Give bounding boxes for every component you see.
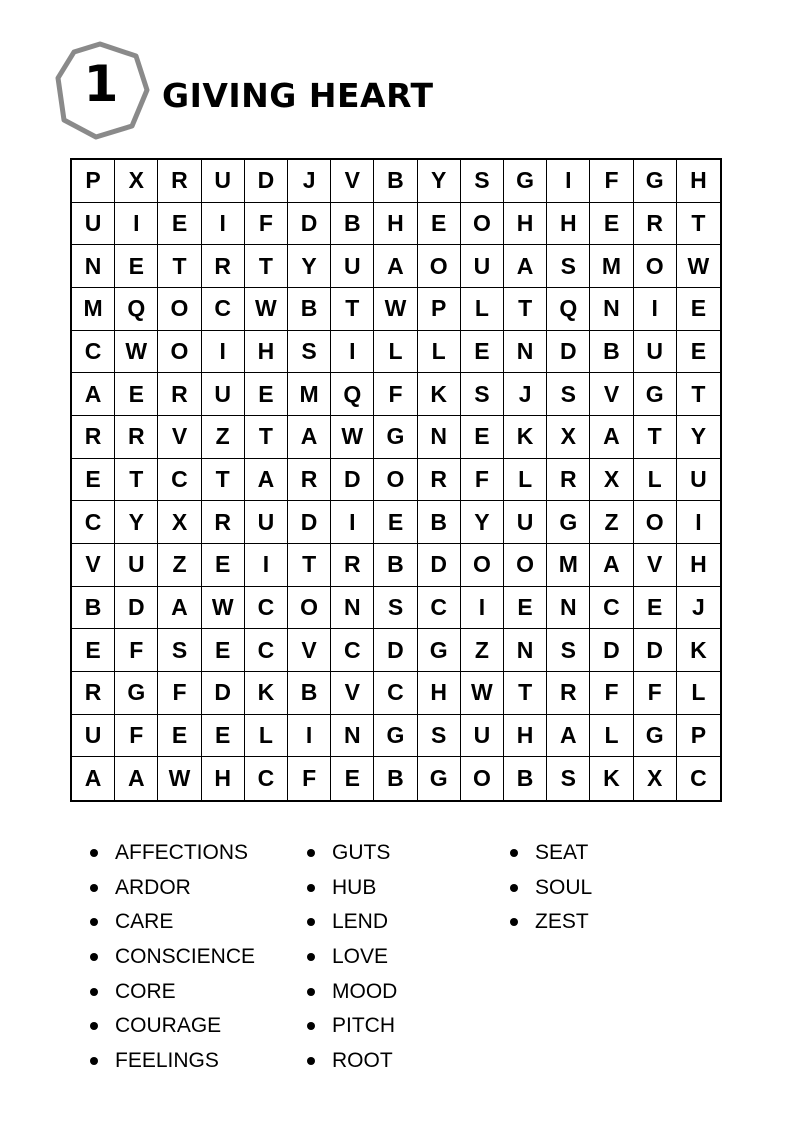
word-list [90, 836, 650, 1086]
grid-cell[interactable]: U [331, 245, 374, 288]
grid-cell[interactable]: E [374, 501, 417, 544]
grid-cell[interactable]: I [202, 203, 245, 246]
grid-cell[interactable]: C [158, 459, 201, 502]
word-list-item [90, 871, 255, 906]
grid-cell[interactable]: R [202, 501, 245, 544]
grid-cell[interactable]: E [202, 715, 245, 758]
grid-cell[interactable]: A [72, 373, 115, 416]
grid-cell[interactable]: D [288, 501, 331, 544]
bullet-icon [307, 988, 315, 996]
grid-cell[interactable]: V [331, 160, 374, 203]
grid-cell[interactable]: L [504, 459, 547, 502]
grid-cell[interactable]: S [288, 331, 331, 374]
grid-cell[interactable]: C [245, 587, 288, 630]
word-label: PITCH [332, 1014, 395, 1038]
word-list-item [90, 836, 255, 871]
grid-cell[interactable]: A [288, 416, 331, 459]
grid-cell[interactable]: D [418, 544, 461, 587]
grid-cell[interactable]: S [158, 629, 201, 672]
grid-cell[interactable]: C [418, 587, 461, 630]
word-list-column-1 [90, 836, 255, 1078]
grid-cell[interactable]: F [115, 629, 158, 672]
grid-cell[interactable]: N [418, 416, 461, 459]
grid-cell[interactable]: S [547, 757, 590, 800]
grid-cell[interactable]: I [677, 501, 720, 544]
word-label: GUTS [332, 841, 391, 865]
grid-cell[interactable]: G [634, 715, 677, 758]
grid-cell[interactable]: N [331, 715, 374, 758]
grid-cell[interactable]: U [461, 245, 504, 288]
grid-cell[interactable]: A [374, 245, 417, 288]
grid-cell[interactable]: F [374, 373, 417, 416]
grid-cell[interactable]: S [461, 373, 504, 416]
word-label: CARE [115, 910, 174, 934]
grid-cell[interactable]: J [288, 160, 331, 203]
grid-cell[interactable]: M [288, 373, 331, 416]
grid-cell[interactable]: A [115, 757, 158, 800]
grid-cell[interactable]: G [547, 501, 590, 544]
grid-cell[interactable]: C [374, 672, 417, 715]
grid-cell[interactable]: B [288, 288, 331, 331]
grid-cell[interactable]: G [504, 160, 547, 203]
word-label: ROOT [332, 1048, 393, 1072]
grid-cell[interactable]: Z [202, 416, 245, 459]
grid-cell[interactable]: H [677, 544, 720, 587]
grid-cell[interactable]: I [547, 160, 590, 203]
bullet-icon [90, 988, 98, 996]
word-list-item [307, 905, 397, 940]
grid-cell[interactable]: R [547, 672, 590, 715]
grid-cell[interactable]: J [677, 587, 720, 630]
grid-cell[interactable]: O [461, 203, 504, 246]
grid-cell[interactable]: A [590, 416, 633, 459]
grid-cell[interactable]: R [547, 459, 590, 502]
grid-cell[interactable]: Q [331, 373, 374, 416]
grid-cell[interactable]: W [461, 672, 504, 715]
grid-cell[interactable]: N [504, 629, 547, 672]
grid-cell[interactable]: B [590, 331, 633, 374]
grid-cell[interactable]: D [288, 203, 331, 246]
grid-cell[interactable]: E [202, 544, 245, 587]
grid-cell[interactable]: V [158, 416, 201, 459]
word-list-item [510, 871, 592, 906]
grid-cell[interactable]: E [504, 587, 547, 630]
word-label: SOUL [535, 875, 593, 899]
grid-cell[interactable]: G [634, 160, 677, 203]
bullet-icon [90, 953, 98, 961]
grid-cell[interactable]: Y [288, 245, 331, 288]
grid-cell[interactable]: O [504, 544, 547, 587]
word-list-item [510, 836, 592, 871]
grid-cell[interactable]: M [590, 245, 633, 288]
grid-cell[interactable]: F [288, 757, 331, 800]
grid-cell[interactable]: U [634, 331, 677, 374]
grid-cell[interactable]: K [677, 629, 720, 672]
bullet-icon [307, 1022, 315, 1030]
grid-cell[interactable]: L [245, 715, 288, 758]
grid-cell[interactable]: D [202, 672, 245, 715]
grid-cell[interactable]: S [547, 373, 590, 416]
grid-cell[interactable]: G [418, 629, 461, 672]
bullet-icon [510, 849, 518, 857]
grid-cell[interactable]: T [115, 459, 158, 502]
grid-cell[interactable]: P [677, 715, 720, 758]
grid-cell[interactable]: P [418, 288, 461, 331]
grid-cell[interactable]: R [288, 459, 331, 502]
grid-cell[interactable]: B [374, 757, 417, 800]
grid-cell[interactable]: U [202, 160, 245, 203]
bullet-icon [90, 849, 98, 857]
grid-cell[interactable]: D [590, 629, 633, 672]
grid-cell[interactable]: T [245, 245, 288, 288]
bullet-icon [510, 884, 518, 892]
grid-cell[interactable]: F [590, 672, 633, 715]
grid-cell[interactable]: A [590, 544, 633, 587]
grid-cell[interactable]: I [461, 587, 504, 630]
grid-cell[interactable]: O [374, 459, 417, 502]
grid-cell[interactable]: X [158, 501, 201, 544]
grid-cell[interactable]: X [115, 160, 158, 203]
grid-cell[interactable]: V [634, 544, 677, 587]
grid-cell[interactable]: W [115, 331, 158, 374]
grid-cell[interactable]: B [374, 160, 417, 203]
grid-cell[interactable]: E [115, 373, 158, 416]
word-list-column-2 [307, 836, 397, 1078]
grid-cell[interactable]: Z [590, 501, 633, 544]
grid-cell[interactable]: Y [115, 501, 158, 544]
grid-cell[interactable]: F [461, 459, 504, 502]
grid-cell[interactable]: H [418, 672, 461, 715]
grid-cell[interactable]: K [418, 373, 461, 416]
grid-cell[interactable]: B [418, 501, 461, 544]
grid-cell[interactable]: C [202, 288, 245, 331]
word-list-item [90, 1044, 255, 1079]
word-label: COURAGE [115, 1014, 222, 1038]
grid-cell[interactable]: V [288, 629, 331, 672]
grid-cell[interactable]: I [288, 715, 331, 758]
grid-cell[interactable]: E [115, 245, 158, 288]
grid-cell[interactable]: X [634, 757, 677, 800]
grid-cell[interactable]: O [158, 331, 201, 374]
grid-cell[interactable]: E [677, 331, 720, 374]
grid-cell[interactable]: T [288, 544, 331, 587]
grid-cell[interactable]: W [374, 288, 417, 331]
grid-cell[interactable]: V [331, 672, 374, 715]
grid-cell[interactable]: G [374, 416, 417, 459]
grid-cell[interactable]: Z [461, 629, 504, 672]
word-list-column-3 [510, 836, 592, 940]
grid-cell[interactable]: L [634, 459, 677, 502]
grid-cell[interactable]: Q [547, 288, 590, 331]
grid-cell[interactable]: U [115, 544, 158, 587]
grid-cell[interactable]: E [677, 288, 720, 331]
grid-cell[interactable]: D [374, 629, 417, 672]
grid-cell[interactable]: B [504, 757, 547, 800]
grid-cell[interactable]: T [158, 245, 201, 288]
bullet-icon [307, 918, 315, 926]
grid-cell[interactable]: Y [418, 160, 461, 203]
grid-cell[interactable]: G [634, 373, 677, 416]
grid-cell[interactable]: I [634, 288, 677, 331]
grid-cell[interactable]: U [677, 459, 720, 502]
grid-cell[interactable]: R [202, 245, 245, 288]
grid-cell[interactable]: C [245, 757, 288, 800]
grid-cell[interactable]: C [245, 629, 288, 672]
grid-cell[interactable]: V [590, 373, 633, 416]
word-list-item [307, 974, 397, 1009]
grid-cell[interactable]: I [331, 501, 374, 544]
grid-cell[interactable]: H [504, 715, 547, 758]
grid-cell[interactable]: L [374, 331, 417, 374]
word-list-item [510, 905, 592, 940]
grid-cell[interactable]: H [374, 203, 417, 246]
grid-cell[interactable]: O [634, 245, 677, 288]
grid-cell[interactable]: N [590, 288, 633, 331]
grid-cell[interactable]: W [245, 288, 288, 331]
word-label: LEND [332, 910, 389, 934]
grid-cell[interactable]: L [677, 672, 720, 715]
grid-cell[interactable]: D [115, 587, 158, 630]
word-label: AFFECTIONS [115, 841, 249, 865]
grid-cell[interactable]: X [590, 459, 633, 502]
grid-cell[interactable]: S [418, 715, 461, 758]
grid-cell[interactable]: R [634, 203, 677, 246]
grid-cell[interactable]: G [418, 757, 461, 800]
puzzle-number-badge [52, 40, 150, 140]
grid-cell[interactable]: R [115, 416, 158, 459]
word-label: LOVE [332, 945, 389, 969]
grid-cell[interactable]: W [331, 416, 374, 459]
word-list-item [90, 905, 255, 940]
word-list-item [90, 940, 255, 975]
grid-cell[interactable]: E [202, 629, 245, 672]
grid-cell[interactable]: W [202, 587, 245, 630]
grid-cell[interactable]: C [72, 331, 115, 374]
grid-cell[interactable]: F [158, 672, 201, 715]
grid-cell[interactable]: O [288, 587, 331, 630]
word-search-grid [70, 158, 722, 802]
grid-cell[interactable]: A [158, 587, 201, 630]
grid-cell[interactable]: S [374, 587, 417, 630]
grid-cell[interactable]: M [547, 544, 590, 587]
grid-cell[interactable]: W [677, 245, 720, 288]
grid-cell[interactable]: L [590, 715, 633, 758]
grid-cell[interactable]: U [202, 373, 245, 416]
grid-cell[interactable]: H [245, 331, 288, 374]
grid-cell[interactable]: V [72, 544, 115, 587]
grid-cell[interactable]: C [331, 629, 374, 672]
grid-cell[interactable]: M [72, 288, 115, 331]
grid-cell[interactable]: X [547, 416, 590, 459]
grid-cell[interactable]: J [504, 373, 547, 416]
bullet-icon [307, 953, 315, 961]
grid-cell[interactable]: G [115, 672, 158, 715]
grid-cell[interactable]: N [72, 245, 115, 288]
grid-cell[interactable]: B [331, 203, 374, 246]
grid-cell[interactable]: H [677, 160, 720, 203]
grid-cell[interactable]: K [590, 757, 633, 800]
grid-cell[interactable]: D [547, 331, 590, 374]
grid-cell[interactable]: K [504, 416, 547, 459]
word-label: MOOD [332, 979, 398, 1003]
grid-cell[interactable]: R [72, 416, 115, 459]
grid-cell[interactable]: D [331, 459, 374, 502]
grid-cell[interactable]: F [115, 715, 158, 758]
bullet-icon [307, 884, 315, 892]
grid-cell[interactable]: T [504, 288, 547, 331]
grid-cell[interactable]: A [547, 715, 590, 758]
grid-cell[interactable]: N [331, 587, 374, 630]
bullet-icon [510, 918, 518, 926]
grid-cell[interactable]: P [72, 160, 115, 203]
word-list-item [90, 1009, 255, 1044]
grid-cell[interactable]: I [245, 544, 288, 587]
word-list-item [307, 871, 397, 906]
grid-cell[interactable]: O [418, 245, 461, 288]
bullet-icon [90, 1022, 98, 1030]
grid-cell[interactable]: F [634, 672, 677, 715]
grid-cell[interactable]: R [158, 373, 201, 416]
grid-cell[interactable]: S [547, 245, 590, 288]
grid-cell[interactable]: H [202, 757, 245, 800]
grid-cell[interactable]: G [374, 715, 417, 758]
puzzle-title: GIVING HEART [162, 76, 434, 115]
grid-cell[interactable]: T [331, 288, 374, 331]
grid-cell[interactable]: W [158, 757, 201, 800]
grid-cell[interactable]: E [331, 757, 374, 800]
grid-cell[interactable]: E [72, 629, 115, 672]
grid-cell[interactable]: B [72, 587, 115, 630]
word-list-item [307, 836, 397, 871]
grid-cell[interactable]: U [461, 715, 504, 758]
grid-cell[interactable]: E [461, 416, 504, 459]
word-label: ARDOR [115, 875, 191, 899]
bullet-icon [90, 918, 98, 926]
grid-cell[interactable]: C [72, 501, 115, 544]
grid-cell[interactable]: H [547, 203, 590, 246]
grid-cell[interactable]: C [590, 587, 633, 630]
grid-cell[interactable]: O [634, 501, 677, 544]
grid-cell[interactable]: I [331, 331, 374, 374]
grid-cell[interactable]: R [158, 160, 201, 203]
grid-cell[interactable]: Q [115, 288, 158, 331]
grid-cell[interactable]: F [245, 203, 288, 246]
grid-cell[interactable]: L [461, 288, 504, 331]
grid-cell[interactable]: T [634, 416, 677, 459]
word-list-item [307, 940, 397, 975]
grid-cell[interactable]: F [590, 160, 633, 203]
grid-cell[interactable]: U [72, 203, 115, 246]
grid-cell[interactable]: A [245, 459, 288, 502]
word-list-item [307, 1044, 397, 1079]
grid-cell[interactable]: E [158, 715, 201, 758]
word-label: ZEST [535, 910, 589, 934]
grid-cell[interactable]: A [72, 757, 115, 800]
grid-cell[interactable]: B [288, 672, 331, 715]
grid-cell[interactable]: B [374, 544, 417, 587]
grid-cell[interactable]: R [418, 459, 461, 502]
word-label: SEAT [535, 841, 589, 865]
bullet-icon [90, 1057, 98, 1065]
grid-cell[interactable]: T [202, 459, 245, 502]
bullet-icon [307, 1057, 315, 1065]
grid-cell[interactable]: T [504, 672, 547, 715]
grid-cell[interactable]: O [158, 288, 201, 331]
grid-cell[interactable]: D [634, 629, 677, 672]
grid-cell[interactable]: U [504, 501, 547, 544]
grid-cell[interactable]: S [547, 629, 590, 672]
grid-cell[interactable]: E [418, 203, 461, 246]
grid-cell[interactable]: O [461, 544, 504, 587]
grid-cell[interactable]: N [547, 587, 590, 630]
grid-cell[interactable]: S [461, 160, 504, 203]
grid-cell[interactable]: O [461, 757, 504, 800]
grid-cell[interactable]: Y [677, 416, 720, 459]
grid-cell[interactable]: E [245, 373, 288, 416]
grid-cell[interactable]: T [245, 416, 288, 459]
grid-cell[interactable]: Y [461, 501, 504, 544]
word-label: HUB [332, 875, 377, 899]
grid-cell[interactable]: Z [158, 544, 201, 587]
grid-cell[interactable]: C [690, 765, 707, 792]
word-label: CORE [115, 979, 176, 1003]
grid-cell[interactable]: U [245, 501, 288, 544]
grid-cell[interactable]: N [504, 331, 547, 374]
grid-cell[interactable]: H [504, 203, 547, 246]
grid-cell[interactable]: E [590, 203, 633, 246]
grid-cell[interactable]: K [245, 672, 288, 715]
grid-cell[interactable]: E [634, 587, 677, 630]
puzzle-number: 1 [83, 55, 119, 113]
grid-cell[interactable]: E [158, 203, 201, 246]
word-list-item [90, 974, 255, 1009]
grid-cell[interactable]: I [115, 203, 158, 246]
grid-cell[interactable]: R [331, 544, 374, 587]
grid-cell[interactable]: E [72, 459, 115, 502]
grid-cell[interactable]: U [72, 715, 115, 758]
grid-cell[interactable]: L [418, 331, 461, 374]
grid-cell[interactable]: T [677, 373, 720, 416]
grid-cell[interactable]: A [504, 245, 547, 288]
word-list-item [307, 1009, 397, 1044]
bullet-icon [307, 849, 315, 857]
word-label: FEELINGS [115, 1048, 219, 1072]
grid-cell[interactable]: R [72, 672, 115, 715]
word-label: CONSCIENCE [115, 945, 256, 969]
grid-cell[interactable]: E [461, 331, 504, 374]
grid-cell[interactable]: I [202, 331, 245, 374]
grid-cell[interactable]: T [677, 203, 720, 246]
grid-cell[interactable]: D [245, 160, 288, 203]
bullet-icon [90, 884, 98, 892]
